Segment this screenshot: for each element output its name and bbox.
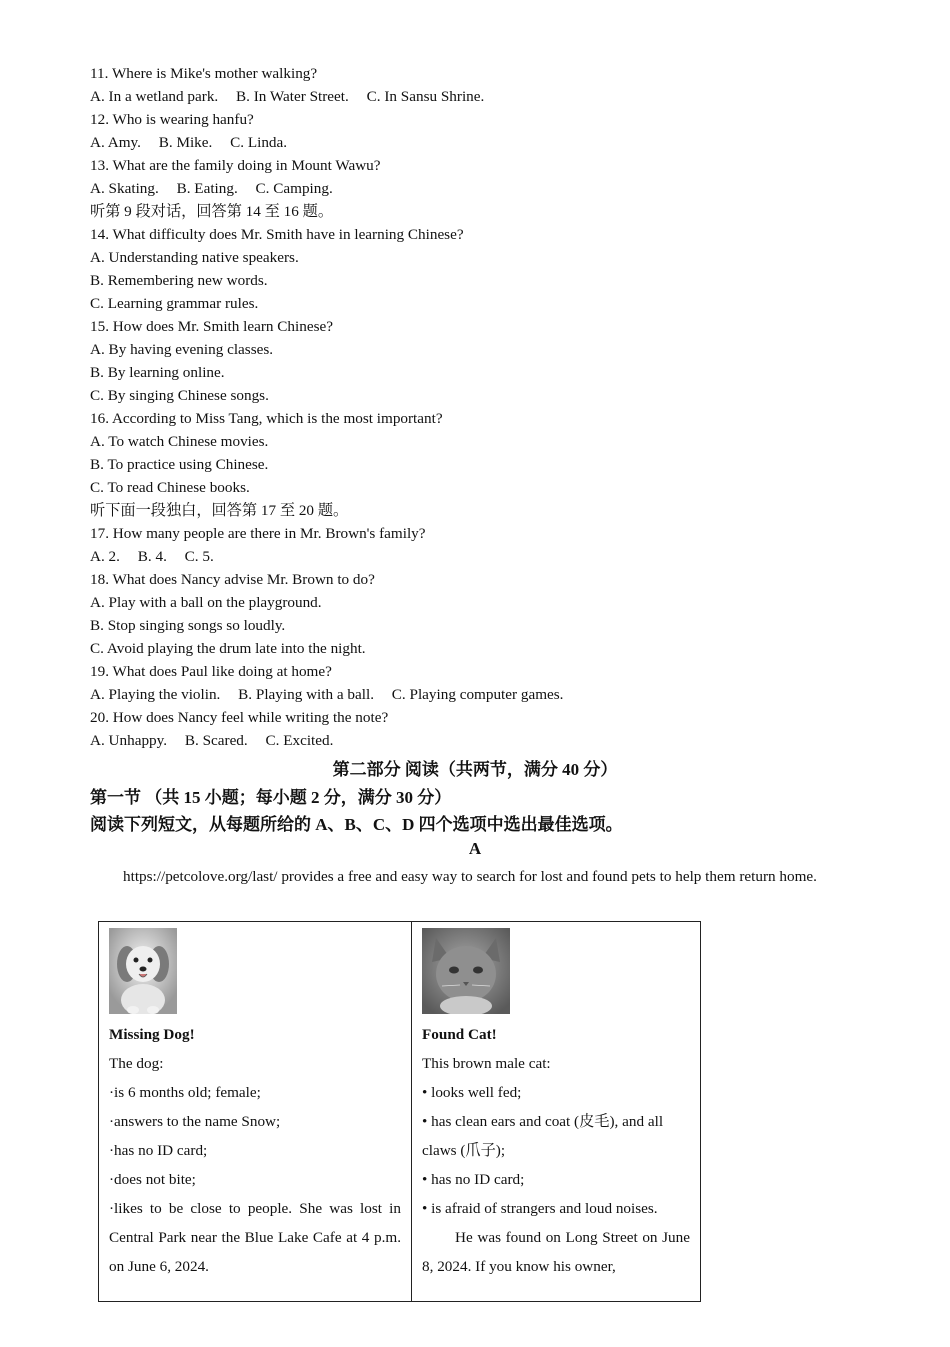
- missing-dog-notice: [99, 922, 412, 1302]
- option: B. In Water Street.: [236, 88, 349, 105]
- option: A. 2.: [90, 548, 120, 565]
- cat-photo: [422, 928, 510, 1014]
- option-row: [90, 729, 890, 752]
- dog-photo: [109, 928, 177, 1014]
- dog-item: ·is 6 months old; female;: [109, 1084, 261, 1101]
- option: B. Eating.: [176, 180, 238, 197]
- cat-item: • has no ID card;: [422, 1171, 525, 1188]
- question-stem: 17. How many people are there in Mr. Brown's family?: [90, 525, 426, 542]
- option: C. Excited.: [265, 732, 334, 749]
- option: C. Learning grammar rules.: [90, 295, 259, 312]
- question-stem: 15. How does Mr. Smith learn Chinese?: [90, 318, 333, 335]
- option: C. By singing Chinese songs.: [90, 387, 269, 404]
- question-stem: 16. According to Miss Tang, which is the most important?: [90, 410, 443, 427]
- question-stem: 14. What difficulty does Mr. Smith have in learning Chinese?: [90, 226, 464, 243]
- cat-item: • has clean ears and coat (皮毛), and all claws (爪子);: [422, 1113, 664, 1159]
- question-stem: 12. Who is wearing hanfu?: [90, 111, 254, 128]
- part-title: 第二部分 阅读（共两节，满分 40 分）: [332, 760, 618, 779]
- missing-dog-title: Missing Dog!: [109, 1026, 195, 1043]
- listening-direction: 听下面一段独白，回答第 17 至 20 题。: [90, 502, 349, 519]
- dog-item: ·has no ID card;: [109, 1142, 208, 1159]
- option: A. Skating.: [90, 180, 159, 197]
- cat-item: • is afraid of strangers and loud noises.: [422, 1200, 658, 1217]
- option: C. In Sansu Shrine.: [366, 88, 485, 105]
- option: A. Understanding native speakers.: [90, 249, 299, 266]
- option: A. Playing the violin.: [90, 686, 221, 703]
- found-cat-notice: [412, 922, 701, 1302]
- option: B. Playing with a ball.: [238, 686, 374, 703]
- option: C. Avoid playing the drum late into the night.: [90, 640, 366, 657]
- option: B. Scared.: [184, 732, 248, 749]
- cat-lead: This brown male cat:: [422, 1055, 551, 1072]
- option-row: [90, 85, 890, 108]
- option: C. Playing computer games.: [391, 686, 564, 703]
- found-cat-title: Found Cat!: [422, 1026, 497, 1043]
- dog-item: ·answers to the name Snow;: [109, 1113, 281, 1130]
- option: A. Unhappy.: [90, 732, 168, 749]
- option: C. 5.: [184, 548, 214, 565]
- dog-lead: The dog:: [109, 1055, 164, 1072]
- passage-intro: https://petcolove.org/last/ provides a free and easy way to search for lost and found pets to help them return home.: [123, 868, 817, 885]
- option: C. Linda.: [230, 134, 288, 151]
- dog-item-last: ·likes to be close to people. She was lost in Central Park near the Blue Lake Cafe at 4 p.m. on June 6, 2024.: [109, 1200, 401, 1275]
- question-stem: 11. Where is Mike's mother walking?: [90, 65, 318, 82]
- option: B. By learning online.: [90, 364, 225, 381]
- passage-letter: A: [468, 839, 482, 858]
- option: C. Camping.: [255, 180, 333, 197]
- dog-item: ·does not bite;: [109, 1171, 196, 1188]
- listening-questions: [90, 62, 890, 752]
- option: B. Remembering new words.: [90, 272, 268, 289]
- option: B. To practice using Chinese.: [90, 456, 269, 473]
- option: B. Stop singing songs so loudly.: [90, 617, 286, 634]
- pet-notices-table: [98, 921, 701, 1302]
- question-stem: 20. How does Nancy feel while writing the note?: [90, 709, 389, 726]
- option-row: [90, 683, 890, 706]
- option: B. Mike.: [158, 134, 213, 151]
- option: A. In a wetland park.: [90, 88, 219, 105]
- cat-item: • looks well fed;: [422, 1084, 522, 1101]
- option: A. Play with a ball on the playground.: [90, 594, 322, 611]
- option: C. To read Chinese books.: [90, 479, 250, 496]
- option: B. 4.: [137, 548, 167, 565]
- option-row: [90, 131, 890, 154]
- option: A. Amy.: [90, 134, 141, 151]
- listening-direction: 听第 9 段对话，回答第 14 至 16 题。: [90, 203, 333, 220]
- reading-instruction: 阅读下列短文，从每题所给的 A、B、C、D 四个选项中选出最佳选项。: [90, 815, 623, 834]
- option-row: [90, 545, 890, 568]
- option: A. To watch Chinese movies.: [90, 433, 269, 450]
- question-stem: 18. What does Nancy advise Mr. Brown to do?: [90, 571, 375, 588]
- question-stem: 19. What does Paul like doing at home?: [90, 663, 332, 680]
- cat-found-paragraph: He was found on Long Street on June 8, 2024. If you know his owner,: [422, 1229, 690, 1275]
- question-stem: 13. What are the family doing in Mount Wawu?: [90, 157, 381, 174]
- option-row: [90, 177, 890, 200]
- section-title: 第一节 （共 15 小题；每小题 2 分，满分 30 分）: [90, 788, 452, 807]
- option: A. By having evening classes.: [90, 341, 274, 358]
